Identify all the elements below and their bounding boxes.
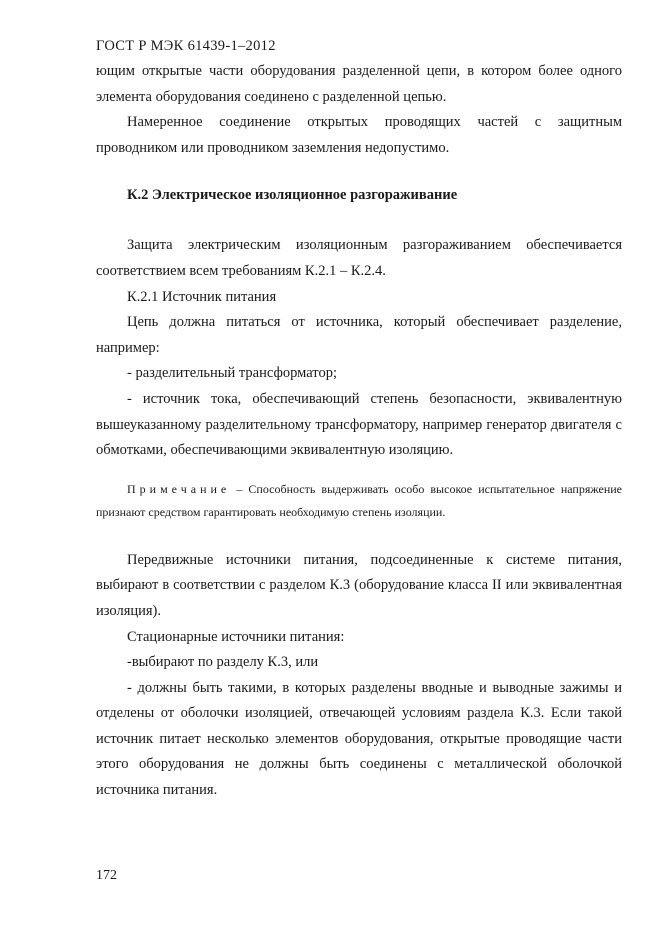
list-item-terminals: - должны быть такими, в которых разделены вводные и выводные зажимы и отделены от оболочки изоляцией, отвечающей условиям раздела К.3. Если такой источник питает несколько элементов оборудования, открытые проводящие части этого оборудования не должны быть соединены с металлической оболочкой источника питания. xyxy=(96,679,622,799)
paragraph-mobile-sources: Передвижные источники питания, подсоединенные к системе питания, выбирают в соответствии с разделом К.3 (оборудование класса II или эквивалентная изоляция). xyxy=(96,551,622,619)
section-title: К.2 Электрическое изоляционное разгораживание xyxy=(127,187,458,204)
paragraph-continuation: ющим открытые части оборудования разделенной цепи, в котором более одного элемента оборудования соединено с разделенной цепью. xyxy=(96,63,622,105)
standard-header: ГОСТ Р МЭК 61439-1–2012 xyxy=(96,38,276,54)
note-dash: – xyxy=(230,481,249,496)
list-item-section-k3: -выбирают по разделу К.3, или xyxy=(127,654,319,671)
paragraph-protection: Защита электрическим изоляционным разгораживанием обеспечивается соответствием всем требованиям К.2.1 – К.2.4. xyxy=(96,237,622,279)
list-item-transformer: - разделительный трансформатор; xyxy=(127,365,337,382)
page-number: 172 xyxy=(96,868,117,883)
document-page xyxy=(96,36,622,916)
subsection-title: К.2.1 Источник питания xyxy=(127,288,277,305)
list-item-current-source: - источник тока, обеспечивающий степень безопасности, эквивалентную вышеуказанному разделительному трансформатору, например генератор двигателя с обмотками, обеспечивающими эквивалентную изоляцию. xyxy=(96,390,622,459)
note-text: Способность выдерживать особо высокое испытательное напряжение признают средством гарантировать необходимую степень изоляции. xyxy=(96,481,622,519)
paragraph-connection-prohibited: Намеренное соединение открытых проводящих частей с защитным проводником или проводником заземления недопустимо. xyxy=(96,114,622,156)
paragraph-stationary-sources: Стационарные источники питания: xyxy=(127,628,345,645)
note-label: Примечание xyxy=(127,481,231,496)
note-block xyxy=(96,478,622,524)
paragraph-power-source: Цепь должна питаться от источника, который обеспечивает разделение, например: xyxy=(96,314,622,356)
